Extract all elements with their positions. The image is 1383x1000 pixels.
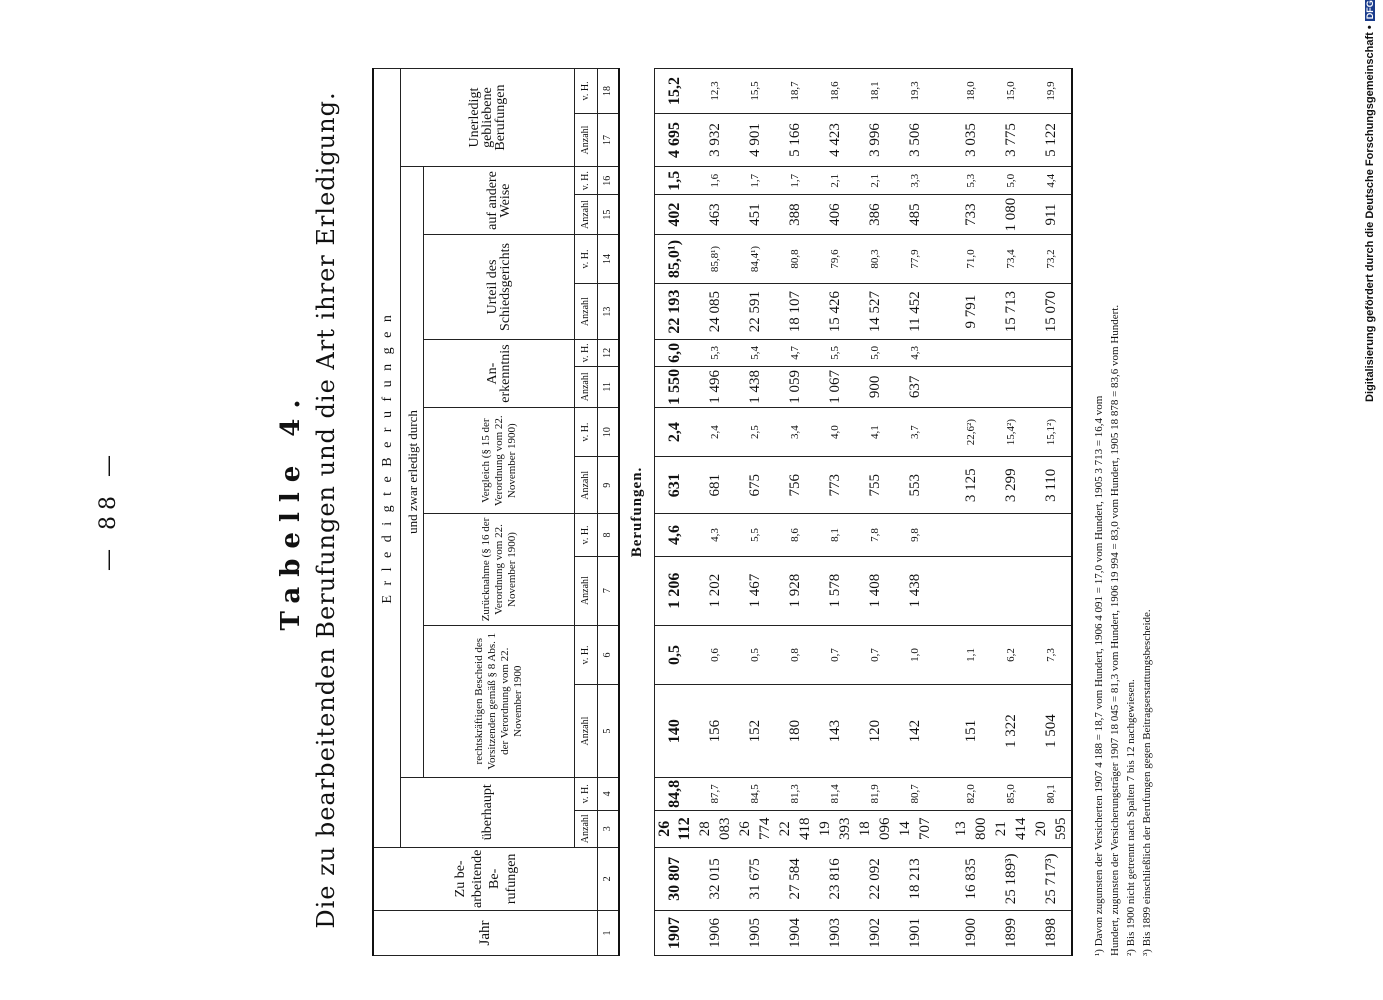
- table-cell: 4 695: [655, 113, 696, 166]
- table-cell: 1,7: [735, 167, 775, 195]
- table-cell: 79,6: [815, 234, 855, 283]
- table-cell: 4,4: [1031, 167, 1072, 195]
- subheader-vh: v. H.: [575, 777, 598, 810]
- table-cell: 81,4: [815, 777, 855, 810]
- table-cell: 13 800: [935, 810, 991, 847]
- footnotes: [1091, 56, 1155, 956]
- table-cell: 3,4: [775, 408, 815, 457]
- table-row: [735, 69, 775, 956]
- column-number: 1: [598, 911, 620, 956]
- table-cell: 675: [735, 457, 775, 514]
- table-cell: 5,0: [991, 167, 1031, 195]
- table-title: Tabelle 4.: [276, 389, 306, 631]
- table-row: [991, 69, 1031, 956]
- column-number: 7: [598, 556, 620, 625]
- table-cell: 3 932: [695, 113, 735, 166]
- table-cell: 140: [655, 685, 696, 777]
- table-cell: 0,6: [695, 625, 735, 685]
- table-cell: 15,0: [991, 69, 1031, 114]
- table-cell: [991, 366, 1031, 407]
- table-cell: 80,1: [1031, 777, 1072, 810]
- table-cell: 14 527: [855, 284, 895, 340]
- table-cell: 73,2: [1031, 234, 1072, 283]
- column-number: 14: [598, 234, 620, 283]
- table-cell: 1 467: [735, 556, 775, 625]
- subheader-anzahl: Anzahl: [575, 284, 598, 340]
- table-cell: 22 418: [775, 810, 815, 847]
- table-cell: 1,0: [895, 625, 935, 685]
- table-cell: 73,4: [991, 234, 1031, 283]
- table-cell: 180: [775, 685, 815, 777]
- year-cell: 1906: [695, 911, 735, 956]
- table-cell: 1 438: [895, 556, 935, 625]
- year-cell: 1903: [815, 911, 855, 956]
- column-number: 12: [598, 340, 620, 367]
- table-cell: 20 595: [1031, 810, 1072, 847]
- table-cell: 1 408: [855, 556, 895, 625]
- table-cell: 9 791: [935, 284, 991, 340]
- subheader-vh: v. H.: [575, 408, 598, 457]
- table-cell: 85,0: [991, 777, 1031, 810]
- table-cell: 5,0: [855, 340, 895, 367]
- table-cell: 7,3: [1031, 625, 1072, 685]
- dfg-logo: DFG: [1365, 0, 1375, 20]
- table-cell: 1 496: [695, 366, 735, 407]
- table-cell: 402: [655, 195, 696, 235]
- subheader-vh: v. H.: [575, 340, 598, 367]
- table-cell: 5 122: [1031, 113, 1072, 166]
- table-cell: 386: [855, 195, 895, 235]
- table-row: [655, 69, 696, 956]
- table-cell: [1031, 366, 1072, 407]
- table-cell: 152: [735, 685, 775, 777]
- section-title: Berufungen.: [629, 466, 645, 558]
- table-cell: 3 125: [935, 457, 991, 514]
- header-jahr: Jahr: [373, 911, 598, 956]
- table-cell: 25 189³): [991, 847, 1031, 910]
- table-cell: 8,1: [815, 514, 855, 556]
- subheader-vh: v. H.: [575, 625, 598, 685]
- table-cell: [991, 556, 1031, 625]
- table-cell: 2,4: [655, 408, 696, 457]
- subheader-vh: v. H.: [575, 167, 598, 195]
- table-cell: 756: [775, 457, 815, 514]
- table-cell: 6,2: [991, 625, 1031, 685]
- table-cell: 1 202: [695, 556, 735, 625]
- table-cell: 19,3: [895, 69, 935, 114]
- table-cell: 15,1²): [1031, 408, 1072, 457]
- header-und-zwar: und zwar erledigt durch: [401, 167, 424, 778]
- section-title-row: [619, 69, 655, 956]
- column-number: 9: [598, 457, 620, 514]
- table-row: [895, 69, 935, 956]
- header-erledigte: E r l e d i g t e B e r u f u n g e n: [373, 69, 401, 848]
- table-cell: 84,5: [735, 777, 775, 810]
- table-cell: 80,3: [855, 234, 895, 283]
- table-cell: 80,7: [895, 777, 935, 810]
- header-unerledigt: Unerledigt gebliebene Berufungen: [401, 69, 575, 167]
- year-cell: 1899: [991, 911, 1031, 956]
- table-cell: 485: [895, 195, 935, 235]
- table-cell: 2,1: [855, 167, 895, 195]
- table-cell: 3 775: [991, 113, 1031, 166]
- table-cell: 18,7: [775, 69, 815, 114]
- table-row: [935, 69, 991, 956]
- column-number: 16: [598, 167, 620, 195]
- table-cell: [1031, 514, 1072, 556]
- column-number: 17: [598, 113, 620, 166]
- table-cell: [935, 556, 991, 625]
- subheader-anzahl: Anzahl: [575, 195, 598, 235]
- table-cell: 3 996: [855, 113, 895, 166]
- table-cell: 3,7: [895, 408, 935, 457]
- table-cell: 82,0: [935, 777, 991, 810]
- table-cell: 12,3: [695, 69, 735, 114]
- table-row: [775, 69, 815, 956]
- table-cell: 4,0: [815, 408, 855, 457]
- table-cell: 8,6: [775, 514, 815, 556]
- table-cell: 463: [695, 195, 735, 235]
- footnote-2: ²) Bis 1900 nicht getrennt nach Spalten 7 bis 12 nachgewiesen.: [1125, 679, 1137, 956]
- table-cell: 22 591: [735, 284, 775, 340]
- table-cell: 1,7: [775, 167, 815, 195]
- table-cell: 1 504: [1031, 685, 1072, 777]
- table-cell: 85,8¹): [695, 234, 735, 283]
- table-cell: 18 096: [855, 810, 895, 847]
- table-cell: 84,4¹): [735, 234, 775, 283]
- table-row: [815, 69, 855, 956]
- table-cell: 19,9: [1031, 69, 1072, 114]
- table-cell: 22 092: [855, 847, 895, 910]
- table-cell: 900: [855, 366, 895, 407]
- table-cell: 31 675: [735, 847, 775, 910]
- header-andere-weise: auf andere Weise: [424, 167, 575, 235]
- table-cell: 30 807: [655, 847, 696, 910]
- table-cell: 3 299: [991, 457, 1031, 514]
- table-cell: 21 414: [991, 810, 1031, 847]
- table-cell: 26 774: [735, 810, 775, 847]
- column-number-row: [598, 69, 620, 956]
- table-cell: 631: [655, 457, 696, 514]
- column-number: 3: [598, 810, 620, 847]
- table-cell: 1 550: [655, 366, 696, 407]
- footnote-1a: ¹) Davon zugunsten der Versicherten 1907 4 188 = 18,7 vom Hundert, 1906 4 091 = 17,0 vom Hundert, 1905 3 713 = 16,4 vom: [1093, 395, 1105, 956]
- table-cell: 1,6: [695, 167, 735, 195]
- table-cell: 4,3: [895, 340, 935, 367]
- table-cell: 142: [895, 685, 935, 777]
- table-cell: 1 067: [815, 366, 855, 407]
- table-cell: 15 070: [1031, 284, 1072, 340]
- table-cell: 4 901: [735, 113, 775, 166]
- table-cell: 120: [855, 685, 895, 777]
- table-cell: 1,5: [655, 167, 696, 195]
- table-cell: 18,1: [855, 69, 895, 114]
- table-cell: 16 835: [935, 847, 991, 910]
- column-number: 13: [598, 284, 620, 340]
- table-cell: 71,0: [935, 234, 991, 283]
- column-number: 15: [598, 195, 620, 235]
- table-cell: [1031, 340, 1072, 367]
- berufungen-table: [372, 68, 1073, 956]
- table-cell: 85,0¹): [655, 234, 696, 283]
- subheader-anzahl: Anzahl: [575, 113, 598, 166]
- table-cell: 22 193: [655, 284, 696, 340]
- table-cell: 27 584: [775, 847, 815, 910]
- header-anerkenntnis: An-erkenntnis: [424, 340, 575, 408]
- column-number: 10: [598, 408, 620, 457]
- header-ueberhaupt: überhaupt: [401, 777, 575, 847]
- table-cell: 4,7: [775, 340, 815, 367]
- table-cell: 87,7: [695, 777, 735, 810]
- subheader-vh: v. H.: [575, 69, 598, 114]
- table-cell: 0,8: [775, 625, 815, 685]
- table-cell: 28 083: [695, 810, 735, 847]
- table-cell: 733: [935, 195, 991, 235]
- table-cell: 18 213: [895, 847, 935, 910]
- page-number: — 88 —: [96, 449, 121, 571]
- table-cell: 18,0: [935, 69, 991, 114]
- table-cell: 2,1: [815, 167, 855, 195]
- table-cell: 80,8: [775, 234, 815, 283]
- table-cell: [935, 514, 991, 556]
- table-cell: 2,5: [735, 408, 775, 457]
- year-cell: 1905: [735, 911, 775, 956]
- table-cell: 3,3: [895, 167, 935, 195]
- table-cell: 1 080: [991, 195, 1031, 235]
- table-cell: 18,6: [815, 69, 855, 114]
- table-row: [1031, 69, 1072, 956]
- table-cell: 1 438: [735, 366, 775, 407]
- table-cell: 0,7: [815, 625, 855, 685]
- table-cell: 151: [935, 685, 991, 777]
- table-cell: 4,3: [695, 514, 735, 556]
- table-cell: 81,9: [855, 777, 895, 810]
- table-cell: 15 426: [815, 284, 855, 340]
- column-number: 6: [598, 625, 620, 685]
- column-number: 5: [598, 685, 620, 777]
- table-cell: 9,8: [895, 514, 935, 556]
- table-cell: 143: [815, 685, 855, 777]
- table-cell: 19 393: [815, 810, 855, 847]
- column-number: 2: [598, 847, 620, 910]
- table-cell: 7,8: [855, 514, 895, 556]
- subheader-anzahl: Anzahl: [575, 556, 598, 625]
- table-subtitle: Die zu bearbeitenden Berufungen und die Art ihrer Erledigung.: [312, 91, 340, 929]
- table-cell: 1 578: [815, 556, 855, 625]
- table-cell: 6,0: [655, 340, 696, 367]
- table-row: [855, 69, 895, 956]
- year-cell: 1907: [655, 911, 696, 956]
- table-cell: 24 085: [695, 284, 735, 340]
- table-cell: 5,3: [935, 167, 991, 195]
- table-cell: 84,8: [655, 777, 696, 810]
- table-cell: 773: [815, 457, 855, 514]
- table-cell: 3 110: [1031, 457, 1072, 514]
- year-cell: 1901: [895, 911, 935, 956]
- footnote-3: ³) Bis 1899 einschließlich der Berufungen gegen Beitragserstattungsbescheide.: [1141, 609, 1153, 956]
- column-number: 11: [598, 366, 620, 407]
- column-number: 8: [598, 514, 620, 556]
- header-zu-bearbeitende: Zu be-arbeitende Be-rufungen: [373, 847, 598, 910]
- table-cell: 15,2: [655, 69, 696, 114]
- year-cell: 1902: [855, 911, 895, 956]
- table-cell: 4,6: [655, 514, 696, 556]
- table-cell: [991, 514, 1031, 556]
- header-urteil: Urteil des Schiedsgerichts: [424, 234, 575, 339]
- table-body: [655, 69, 1073, 956]
- subheader-vh: v. H.: [575, 234, 598, 283]
- table-cell: 3 035: [935, 113, 991, 166]
- header-zuruecknahme: Zurücknahme (§ 16 der Verordnung vom 22. November 1900): [424, 514, 575, 625]
- table-cell: 1 206: [655, 556, 696, 625]
- table-cell: 4,1: [855, 408, 895, 457]
- table-cell: 406: [815, 195, 855, 235]
- table-cell: 23 816: [815, 847, 855, 910]
- year-cell: 1898: [1031, 911, 1072, 956]
- table-cell: 3 506: [895, 113, 935, 166]
- table-cell: 15,5: [735, 69, 775, 114]
- year-cell: 1904: [775, 911, 815, 956]
- subheader-row: [575, 69, 598, 956]
- table-cell: 156: [695, 685, 735, 777]
- table-row: [695, 69, 735, 956]
- header-bescheid: rechtskräftigen Bescheid des Vorsitzenden gemäß § 8 Abs. 1 der Verordnung vom 22. November 1900: [424, 625, 575, 777]
- table-cell: 755: [855, 457, 895, 514]
- header-vergleich: Vergleich (§ 15 der Verordnung vom 22. November 1900): [424, 408, 575, 514]
- footnote-1b: Hundert, zugunsten der Versicherungsträger 1907 18 045 = 81,3 vom Hundert, 1906 19 994 = 83,0 vom Hundert, 1905 18 878 = 83,6 vom Hundert.: [1109, 304, 1121, 956]
- table-cell: 553: [895, 457, 935, 514]
- table-cell: 25 717³): [1031, 847, 1072, 910]
- table-cell: 5,3: [695, 340, 735, 367]
- table-cell: 5,5: [815, 340, 855, 367]
- table-cell: 1 928: [775, 556, 815, 625]
- table-cell: 911: [1031, 195, 1072, 235]
- subheader-anzahl: Anzahl: [575, 685, 598, 777]
- table-cell: 77,9: [895, 234, 935, 283]
- column-number: 18: [598, 69, 620, 114]
- table-cell: 0,5: [735, 625, 775, 685]
- table-cell: 26 112: [655, 810, 696, 847]
- table-cell: 32 015: [695, 847, 735, 910]
- table-cell: [935, 366, 991, 407]
- table-cell: 5 166: [775, 113, 815, 166]
- subheader-anzahl: Anzahl: [575, 366, 598, 407]
- table-cell: 22,6²): [935, 408, 991, 457]
- table-cell: 1 059: [775, 366, 815, 407]
- table-cell: 0,5: [655, 625, 696, 685]
- table-cell: 451: [735, 195, 775, 235]
- table-cell: 1,1: [935, 625, 991, 685]
- table-cell: 0,7: [855, 625, 895, 685]
- table-cell: 637: [895, 366, 935, 407]
- table-cell: 1 322: [991, 685, 1031, 777]
- subheader-anzahl: Anzahl: [575, 457, 598, 514]
- table-cell: [1031, 556, 1072, 625]
- table-cell: 388: [775, 195, 815, 235]
- credit-text: Digitalisierung gefördert durch die Deutsche Forschungsgemeinschaft •: [1364, 25, 1376, 402]
- table-cell: 5,5: [735, 514, 775, 556]
- rotated-page-content: [96, 60, 1246, 960]
- table-cell: 11 452: [895, 284, 935, 340]
- table-cell: 15,4²): [991, 408, 1031, 457]
- table-cell: 81,3: [775, 777, 815, 810]
- table-cell: 15 713: [991, 284, 1031, 340]
- table-cell: 14 707: [895, 810, 935, 847]
- table-cell: [935, 340, 991, 367]
- digitization-credit: [1364, 0, 1383, 402]
- subheader-vh: v. H.: [575, 514, 598, 556]
- table-cell: 4 423: [815, 113, 855, 166]
- subheader-anzahl: Anzahl: [575, 810, 598, 847]
- year-cell: 1900: [935, 911, 991, 956]
- table-cell: 5,4: [735, 340, 775, 367]
- column-number: 4: [598, 777, 620, 810]
- table-cell: 2,4: [695, 408, 735, 457]
- table-cell: 681: [695, 457, 735, 514]
- table-cell: [991, 340, 1031, 367]
- table-cell: 18 107: [775, 284, 815, 340]
